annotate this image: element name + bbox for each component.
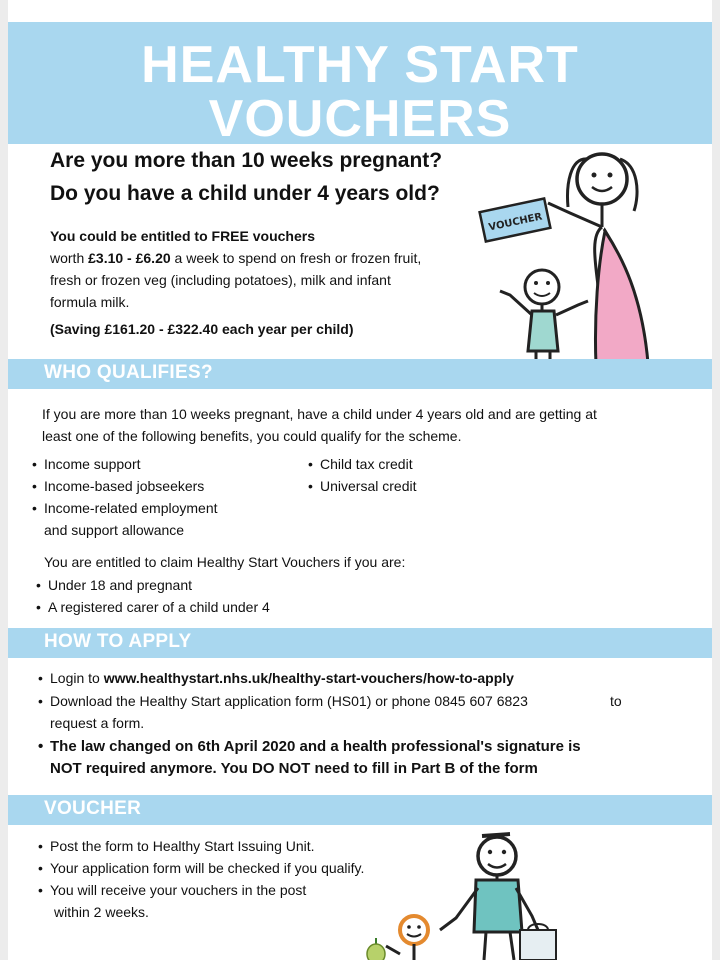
how-to-apply-heading: HOW TO APPLY: [44, 631, 192, 652]
section-who-qualifies: [8, 359, 712, 389]
login-prefix: Login to: [50, 670, 104, 686]
title-banner: [8, 22, 712, 148]
apply-download-item: • Download the Healthy Start application form (HS01) or phone 0845 607 6823: [50, 690, 528, 712]
voucher-item: • Your application form will be checked if you qualify.: [50, 857, 364, 879]
entitled-text: You could be entitled to FREE vouchers: [50, 228, 315, 244]
apply-download-to: to: [610, 693, 622, 709]
section-voucher: [8, 795, 712, 825]
voucher-item: • You will receive your vouchers in the post: [50, 879, 306, 901]
voucher-heading: VOUCHER: [44, 798, 142, 819]
claim-item: • A registered carer of a child under 4: [48, 596, 270, 618]
who-qualifies-heading: WHO QUALIFIES?: [44, 362, 213, 383]
worth-line-2: fresh or frozen veg (including potatoes), milk and infant: [50, 272, 391, 288]
benefit-item: • Child tax credit: [320, 453, 413, 475]
apply-law-item: • The law changed on 6th April 2020 and a health professional's signature is: [50, 736, 581, 758]
worth-rest: a week to spend on fresh or frozen fruit,: [170, 250, 422, 266]
question-pregnant: Are you more than 10 weeks pregnant?: [50, 149, 443, 172]
benefit-item-continued: and support allowance: [44, 522, 185, 538]
claim-intro: You are entitled to claim Healthy Start Vouchers if you are:: [44, 554, 406, 570]
login-url[interactable]: www.healthystart.nhs.uk/healthy-start-vouchers/how-to-apply: [103, 670, 514, 686]
claim-item: • Under 18 and pregnant: [48, 574, 192, 596]
worth-line-3: formula milk.: [50, 294, 130, 310]
title-line-1: HEALTHY START: [141, 36, 579, 94]
worth-amount: £3.10 - £6.20: [88, 250, 171, 266]
benefit-item: • Universal credit: [320, 475, 416, 497]
title-line-2: VOUCHERS: [208, 90, 512, 148]
question-child: Do you have a child under 4 years old?: [50, 182, 440, 205]
saving-text: (Saving £161.20 - £322.40 each year per child): [50, 321, 354, 337]
mother-child-illustration: [470, 145, 670, 390]
qualify-para-line-2: least one of the following benefits, you could qualify for the scheme.: [42, 428, 462, 444]
voucher-sign-text: VOUCHER: [487, 211, 544, 234]
voucher-item: • Post the form to Healthy Start Issuing Unit.: [50, 835, 315, 857]
worth-line-1: [50, 247, 421, 269]
qualify-para-line-1: If you are more than 10 weeks pregnant, have a child under 4 years old and are getting at: [42, 406, 597, 422]
apply-download-line-2: request a form.: [50, 715, 145, 731]
voucher-item-continued: within 2 weeks.: [54, 904, 149, 920]
apply-law-line-2: NOT required anymore. You DO NOT need to fill in Part B of the form: [50, 760, 538, 777]
section-how-to-apply: [8, 628, 712, 658]
apply-login-item: [50, 667, 514, 689]
family-shopping-illustration: [360, 826, 580, 960]
benefit-item: • Income-related employment: [44, 497, 218, 519]
benefit-item: • Income-based jobseekers: [44, 475, 204, 497]
benefit-item: • Income support: [44, 453, 141, 475]
worth-prefix: worth: [50, 250, 89, 266]
